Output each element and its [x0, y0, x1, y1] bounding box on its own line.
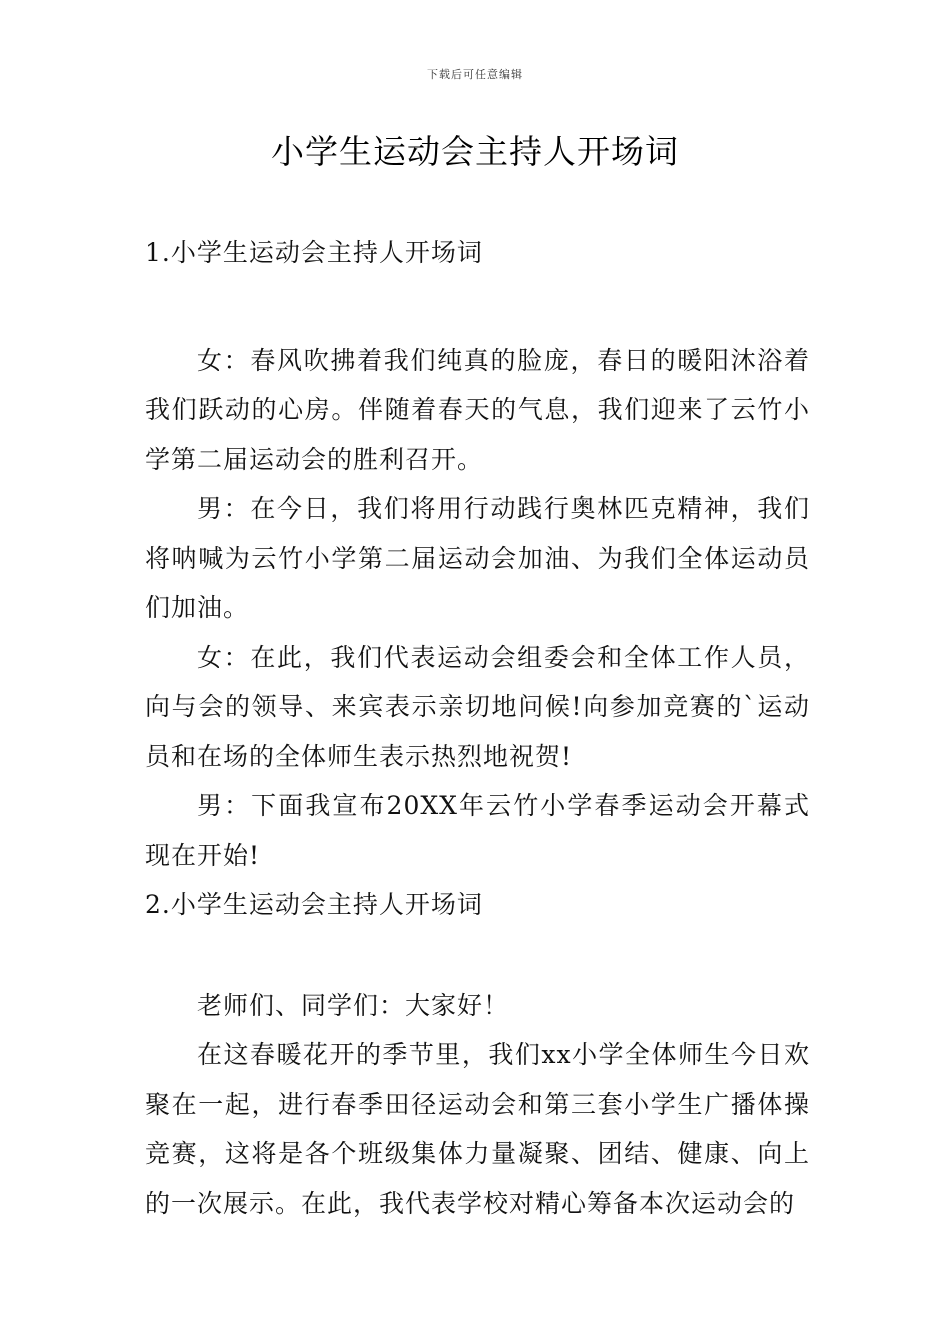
section-heading-1: 1.小学生运动会主持人开场词	[145, 238, 483, 267]
paragraph: 老师们、同学们：大家好！	[197, 990, 510, 1020]
document-title: 小学生运动会主持人开场词	[271, 132, 679, 171]
paragraph: 在这春暖花开的季节里，我们xx小学全体师生今日欢聚在一起，进行春季田径运动会和第三套小学生广播体操竞赛，这将是各个班级集体力量凝聚、团结、健康、向上的一次展示。在此，我代表学校对精心筹备本次运动会的	[145, 1040, 810, 1218]
paragraph: 男：下面我宣布20XX年云竹小学春季运动会开幕式现在开始!	[145, 791, 810, 870]
paragraph: 男：在今日，我们将用行动践行奥林匹克精神，我们将呐喊为云竹小学第二届运动会加油、为我们全体运动员们加油。	[145, 494, 810, 622]
paragraph: 女：春风吹拂着我们纯真的脸庞，春日的暖阳沐浴着我们跃动的心房。伴随着春天的气息，我们迎来了云竹小学第二届运动会的胜利召开。	[145, 345, 810, 474]
spacer	[145, 930, 810, 981]
document-body	[145, 228, 810, 1228]
section-heading-2: 2.小学生运动会主持人开场词	[145, 890, 483, 919]
header-note: 下载后可任意编辑	[427, 68, 523, 81]
paragraph: 女：在此，我们代表运动会组委会和全体工作人员，向与会的领导、来宾表示亲切地问候!向参加竞赛的`运动员和在场的全体师生表示热烈地祝贺!	[145, 642, 810, 771]
spacer	[145, 278, 810, 336]
